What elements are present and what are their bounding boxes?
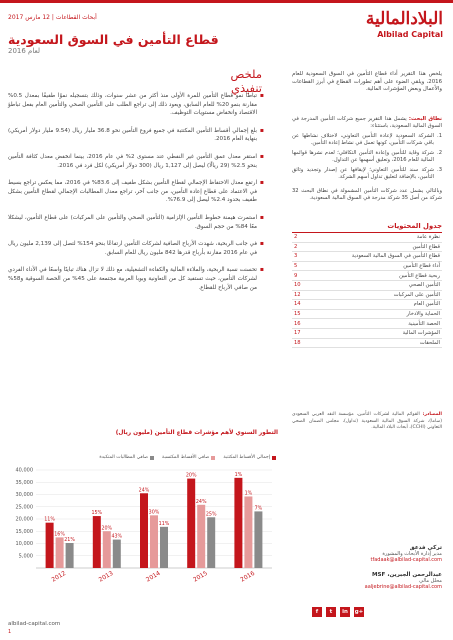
scope-item (292, 133, 442, 148)
bar-2015-0 (187, 479, 195, 568)
contact-role: محلل مالي (419, 578, 442, 584)
toc-page: 2 (294, 234, 298, 241)
intro-paragraph: يلخص هذا التقرير أداء قطاع التأمين في السوق السعودية للعام 2016، ويلقي الضوء على أهم تطورات القطاع في أبرز القطاعات والأعمال وبعض المؤشرات المالية. (292, 71, 442, 93)
toc-entry: التأمين العام (413, 301, 440, 308)
footer-website-link[interactable]: albilad-capital.com (8, 621, 61, 627)
bar-2013-2 (113, 540, 121, 568)
scope-item-number: 2. (437, 149, 442, 156)
toc-page: 3 (294, 253, 298, 260)
x-tick-label: 2012 (50, 569, 68, 584)
toc-row[interactable] (292, 291, 442, 301)
scope-item-text: شركة سند للتأمين التعاوني؛ لإيقافها عن إصدار وتجديد وثائق التأمين، بالإضافة لتعليق تداول أسهم الشركة. (292, 166, 434, 181)
legend-label: صافي المطالبات المتكبدة (99, 455, 149, 460)
toc-row[interactable] (292, 339, 442, 349)
google-plus-icon[interactable]: g+ (354, 609, 364, 615)
legend-item (162, 455, 215, 460)
scope-note: وبالتالي يشمل عدد شركات التأمين المشمولة في نطاق البحث 32 شركة من أصل 35 شركة مدرجة في السوق المالية السعودية. (292, 188, 442, 202)
toc-entry: التأمين على المركبات (393, 291, 440, 298)
legend-label: إجمالي الأقساط المكتتبة (223, 455, 270, 460)
toc-row[interactable] (292, 252, 442, 262)
growth-label: 11% (158, 521, 170, 527)
toc-page: 17 (294, 330, 301, 337)
bar-2015-1 (197, 505, 205, 568)
contact-name: عبدالرحمن الجبرين، MSF (371, 572, 442, 578)
report-meta: أبحاث القطاعات | 12 مارس 2017 (8, 14, 97, 21)
scope-item (292, 167, 442, 182)
scope-text: يشمل هذا التقرير جميع شركات التأمين المدرجة في السوق المالية السعودية، باستثناء: (292, 116, 442, 130)
y-tick-label: 40,000 (15, 467, 33, 474)
growth-label: 20% (101, 526, 113, 532)
toc-entry: الحصة التأمينية (408, 320, 440, 327)
contact-email-link[interactable]: aaljebrine@albilad-capital.com (364, 584, 442, 590)
y-tick-label: 10,000 (15, 541, 33, 547)
premiums-bar-chart (6, 440, 278, 590)
growth-label: 43% (111, 534, 123, 540)
growth-label: 7% (254, 506, 263, 512)
twitter-icon[interactable]: t (326, 607, 336, 617)
legend-swatch (150, 456, 154, 460)
toc-row[interactable] (292, 329, 442, 339)
linkedin-icon[interactable]: in (340, 607, 350, 617)
bar-2016-2 (254, 511, 262, 568)
growth-label: 16% (54, 532, 65, 538)
toc-row[interactable] (292, 243, 442, 253)
toc-page: 9 (294, 272, 298, 279)
facebook-icon[interactable]: f (312, 607, 322, 617)
scope-item (292, 150, 442, 165)
summary-bullet: ▪ استمرت هيمنة خطوط التأمين الإلزامية (التأمين الصحي والتأمين على المركبات) على قطاع التأمين، ليشكلا معًا 84% من حجم السوق. (8, 214, 264, 231)
growth-label: 25% (205, 512, 217, 518)
report-title: قطاع التأمين في السوق السعودية (8, 32, 219, 47)
contact-card (292, 572, 442, 590)
x-tick-label: 2015 (192, 569, 209, 584)
summary-bullet: ▪ في جانب الربحية، شهدت الأرباح الصافية لشركات التأمين ارتفاعًا بنحو 154% لتصل إلى 2,139 مليون ريال في عام 2016 مقارنة بأرباح قدرها 842 مليون ريال للعام السابق. (8, 240, 264, 257)
growth-label: 24% (195, 499, 207, 505)
bar-2014-1 (150, 515, 158, 568)
contact-card (292, 545, 442, 563)
bar-2012-1 (56, 537, 64, 568)
report-subtitle: لعام 2016 (8, 47, 41, 55)
toc-entry: أداء قطاع التأمين (403, 263, 440, 270)
y-tick-label: 20,000 (15, 516, 33, 523)
growth-label: 15% (91, 511, 103, 517)
social-links (292, 607, 442, 619)
toc-row[interactable] (292, 233, 442, 243)
analyst-contacts (292, 545, 442, 599)
legend-item (99, 455, 154, 460)
toc-page: 10 (294, 282, 301, 289)
scope-exclusions-list (292, 133, 442, 183)
toc-row[interactable] (292, 281, 442, 291)
toc-page: 15 (294, 311, 301, 318)
toc-page: 18 (294, 339, 301, 346)
scope-paragraph (292, 116, 442, 131)
bar-2016-0 (234, 478, 242, 568)
toc-row[interactable] (292, 319, 442, 329)
contact-role: مدير إدارة الأبحاث والمشورة (382, 551, 442, 557)
scope-item-text: الشركة السعودية لإعادة التأمين التعاوني، لاختلاف نشاطها عن باقي شركات التأمين، كونها تعمل في نشاط إعادة التأمين. (292, 133, 434, 147)
chart-legend (46, 455, 276, 460)
logo-english: Albilad Capital (377, 30, 443, 39)
sources-label: المصادر: (422, 412, 442, 417)
toc-page: 16 (294, 320, 301, 327)
chart-title: التطور السنوي لأهم مؤشرات قطاع التأمين (مليون ريال) (115, 430, 278, 436)
toc-entry: قطاع التأمين في السوق المالية السعودية (351, 253, 440, 260)
bar-2013-1 (103, 531, 111, 568)
sources-note (292, 412, 442, 432)
toc-page: 12 (294, 291, 301, 298)
legend-swatch (211, 456, 215, 460)
scope-item-number: 1. (437, 133, 442, 139)
bar-2013-0 (93, 516, 101, 568)
y-tick-label: 5,000 (18, 553, 33, 560)
growth-label: 20% (185, 473, 197, 479)
bar-2014-2 (160, 527, 168, 568)
bar-2015-2 (207, 517, 215, 568)
toc-row[interactable] (292, 300, 442, 310)
bar-2016-1 (244, 496, 252, 568)
toc-entry: الملحقات (419, 339, 440, 346)
scope-label: نطاق البحث: (408, 116, 442, 122)
toc-page: 14 (294, 301, 301, 308)
toc-page: 2 (294, 243, 298, 250)
x-tick-label: 2013 (97, 569, 115, 584)
growth-label: 21% (64, 538, 75, 544)
y-tick-label: 30,000 (15, 492, 33, 498)
summary-bullet: ▪ تباطأ نمو قطاع التأمين للمرة الأولى منذ أكثر من عشر سنوات، وذلك بتسجيله نموًا طفيفًا بمعدل 0.5% مقارنة بنمو 20% للعام السابق، ويعود ذلك إلى تراجع الطلب على التأمين الصحي والتأمين العام بفعل تباطؤ الاقتصاد وانخفاض مستويات التوظيف. (8, 92, 264, 118)
bar-2012-2 (66, 543, 74, 568)
executive-summary-title: ملخص تنفيذي (230, 67, 262, 95)
toc-entry: ربحية قطاع التأمين (399, 272, 440, 279)
top-accent-line (0, 0, 453, 3)
toc-entry: قطاع التأمين (412, 243, 440, 250)
toc-row[interactable] (292, 271, 442, 281)
y-tick-label: 35,000 (15, 479, 33, 486)
growth-label: 1% (234, 472, 243, 478)
contact-email-link[interactable]: tfadaak@albilad-capital.com (370, 557, 442, 563)
x-tick-label: 2016 (239, 569, 257, 584)
scope-item-text: شركة وقاية للتأمين وإعادة التأمين التكافلي؛ لعدم نشرها قوائمها المالية للعام 2016، وتعليق أسهمها عن التداول. (292, 149, 434, 164)
bar-2012-0 (46, 523, 54, 568)
toc-entry: التأمين الصحي (408, 282, 440, 289)
chart-canvas (6, 440, 278, 590)
y-tick-label: 15,000 (15, 528, 33, 535)
growth-label: 24% (138, 488, 150, 494)
legend-item (223, 455, 276, 460)
summary-bullet: ▪ استقر معدل عمق التأمين غير النفطي عند مستوى 2% في عام 2016، بينما انخفض معدل كثافة التأمين بنحو 2.5% (29 ريالًا) ليصل إلى 1,127 ريال (300 دولار أمريكي) لكل فرد في 2016. (8, 153, 264, 170)
toc-page: 5 (294, 263, 298, 270)
bar-2014-0 (140, 493, 148, 568)
summary-bullet: ▪ تحسنت نسبة الربحية، والملاءة المالية والكفاءة التشغيلية، مع ذلك لا تزال هناك تباينًا واسعًا في الأداء الفردي لشركات التأمين، حيث تستفيد كل من التعاونية وبوبا العربية مجتمعة على 45% من الحصة السوقية و58% من صافي الأرباح للقطاع. (8, 266, 264, 292)
y-tick-label: 25,000 (15, 504, 33, 511)
albilad-logo[interactable] (333, 8, 443, 46)
executive-summary-list (8, 92, 264, 301)
page-number: 1 (8, 629, 12, 635)
scope-item-number: 3. (437, 166, 442, 173)
x-tick-label: 2014 (144, 569, 162, 584)
table-of-contents (292, 232, 442, 348)
growth-label: 11% (44, 517, 55, 523)
logo-arabic: البلادالمالية (365, 9, 443, 29)
growth-label: 1% (244, 491, 253, 497)
growth-label: 30% (148, 510, 160, 516)
contact-name: تركي فدعق (409, 545, 442, 551)
summary-bullet: ▪ بلغ إجمالي أقساط التأمين المكتتبة في جميع فروع التأمين نحو 36.8 مليار ريال (9.54 مليار دولار أمريكي) بنهاية العام 2016. (8, 127, 264, 144)
toc-title: جدول المحتويات (387, 222, 442, 230)
toc-entry: المؤشرات المالية (402, 330, 440, 337)
toc-row[interactable] (292, 310, 442, 320)
legend-swatch (272, 456, 276, 460)
legend-label: صافي الأقساط المكتسبة (162, 455, 210, 460)
toc-row[interactable] (292, 262, 442, 272)
summary-bullet: ▪ ارتفع معدل الاحتفاظ الإجمالي لقطاع التأمين بشكل طفيف إلى 83.6% في 2016، مما يعكس تراجع بسيط في الاعتماد على قطاع إعادة التأمين، من جانب آخر، تراجع معدل المطالبات الإجمالي لقطاع التأمين بشكل طفيف بحدود 2.4% ليصل إلى 76.9%. (8, 179, 264, 205)
sources-text: القوائم المالية لشركات التأمين، مؤسسة النقد العربي السعودي (ساما)، شركة السوق المالية السعودية (تداول)، مجلس الضمان الصحي التعاوني (CCHI)، أبحاث البلاد المالية. (292, 412, 442, 431)
toc-entry: الحماية والادخار (406, 311, 440, 318)
toc-entry: نظرة عامة (416, 234, 440, 241)
